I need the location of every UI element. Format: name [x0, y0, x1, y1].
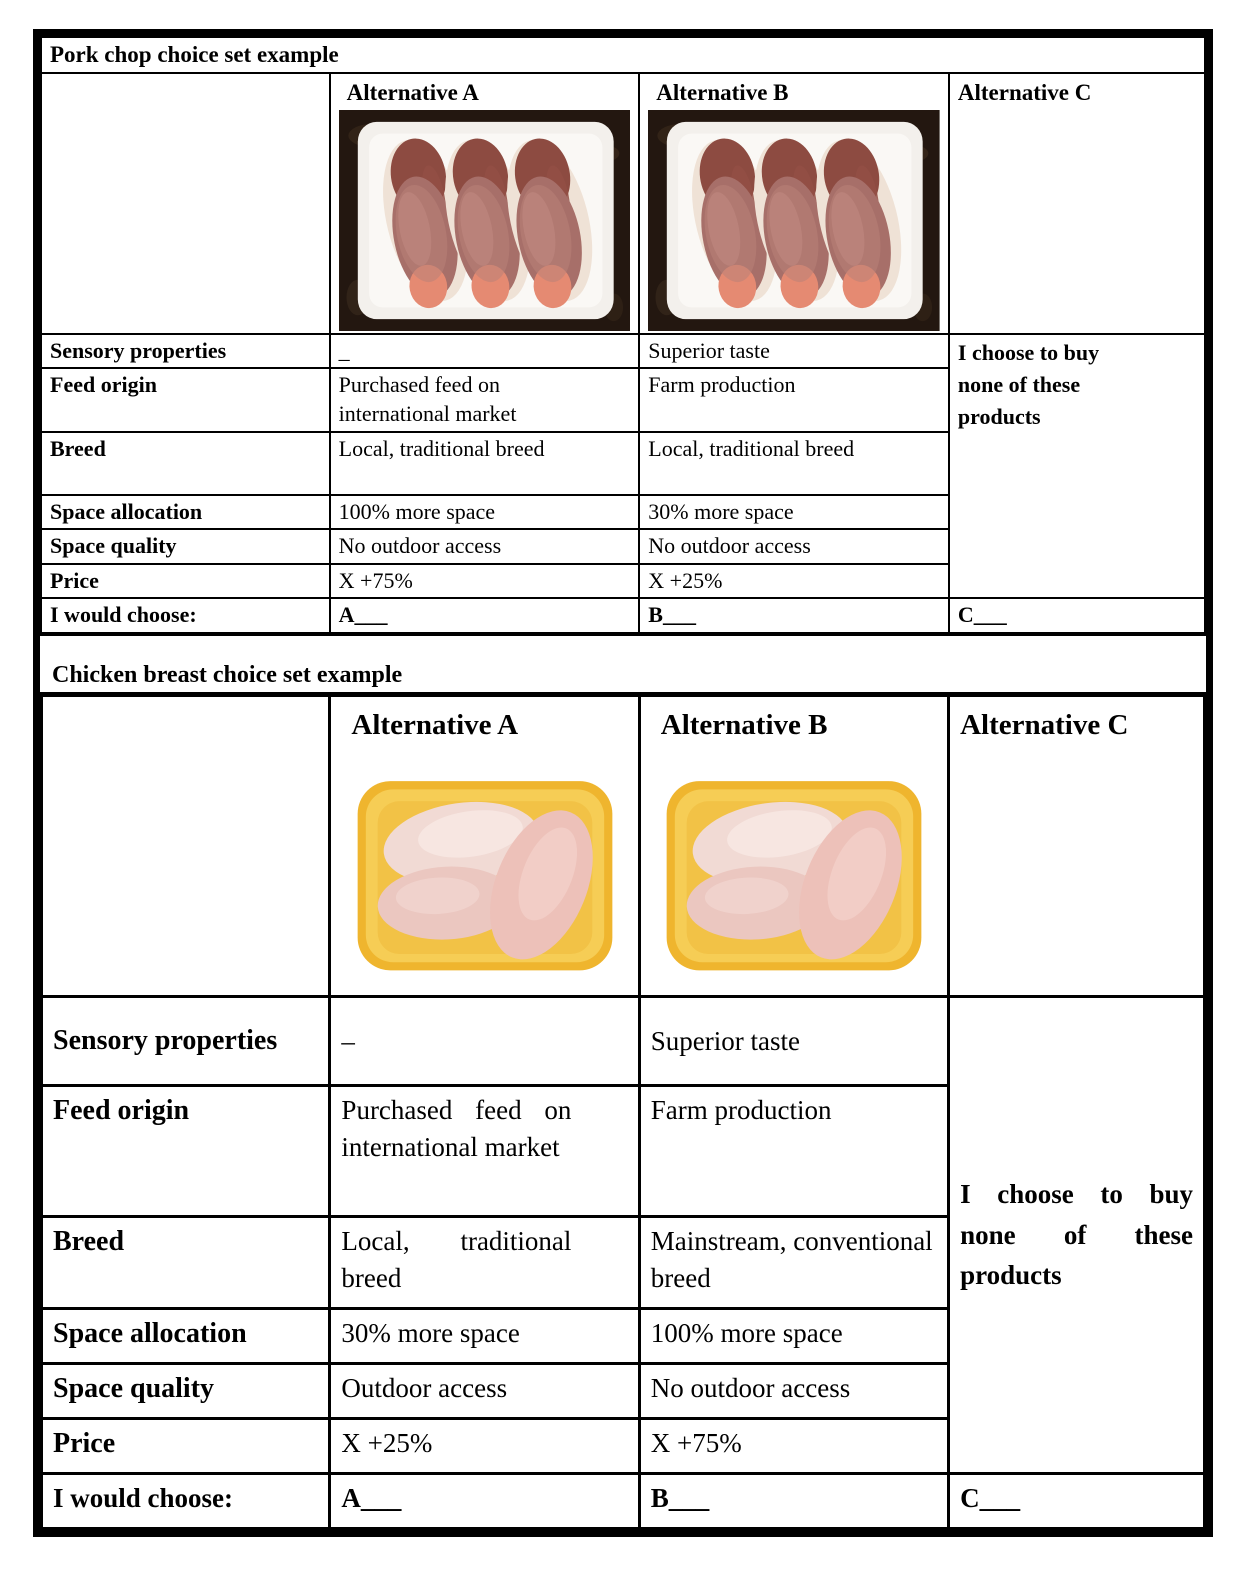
- table-row: [42, 997, 1205, 1086]
- chicken-header-row: [42, 695, 1205, 996]
- pork-none-option-cell: [949, 334, 1205, 599]
- pork-chops-photo-a: [339, 110, 631, 331]
- alt-b-value: Farm production: [639, 1086, 948, 1217]
- alt-a-value: Purchased feed on international market: [330, 368, 640, 431]
- pork-alt-c-header: Alternative C: [957, 79, 1092, 105]
- chicken-alt-b-header: Alternative B: [660, 708, 828, 741]
- alt-b-value: Superior taste: [639, 334, 949, 369]
- choose-row-label: I would choose:: [42, 1474, 330, 1529]
- chicken-alt-c-header-cell: [949, 695, 1205, 996]
- row-label: Breed: [41, 432, 330, 495]
- row-label: Feed origin: [42, 1086, 330, 1217]
- chicken-table-title: Chicken breast choice set example: [52, 661, 403, 688]
- alt-a-value: 100% more space: [330, 495, 640, 530]
- chicken-none-option-cell: [949, 997, 1205, 1474]
- alt-b-value: Mainstream, conventional breed: [639, 1217, 948, 1309]
- alt-a-value: X +25%: [330, 1419, 639, 1474]
- choose-row-label: I would choose:: [41, 598, 330, 633]
- chicken-choice-table: [40, 694, 1206, 1530]
- pork-table-title: Pork chop choice set example: [41, 37, 1205, 73]
- pork-chops-photo-b: [648, 110, 940, 331]
- pork-alt-a-header: Alternative A: [346, 79, 479, 105]
- row-label: Space allocation: [41, 495, 330, 530]
- alt-a-value: No outdoor access: [330, 529, 640, 564]
- row-label: Space quality: [41, 529, 330, 564]
- alt-b-value: No outdoor access: [639, 1364, 948, 1419]
- chicken-title-band: [40, 634, 1206, 694]
- alt-b-value: Local, traditional breed: [639, 432, 949, 495]
- row-label: Space quality: [42, 1364, 330, 1419]
- chicken-breast-photo-b: [663, 757, 925, 990]
- choose-c-blank: C___: [949, 598, 1205, 633]
- pork-attribute-header-empty-cell: [41, 73, 330, 334]
- alt-a-value: Local, traditional breed: [330, 1217, 639, 1309]
- alt-a-value: 30% more space: [330, 1309, 639, 1364]
- row-label: Space allocation: [42, 1309, 330, 1364]
- table-row: [41, 334, 1205, 369]
- alt-b-value: Farm production: [639, 368, 949, 431]
- alt-a-value: Outdoor access: [330, 1364, 639, 1419]
- pork-alt-a-header-cell: [330, 73, 640, 334]
- alt-b-value: X +75%: [639, 1419, 948, 1474]
- row-label: Breed: [42, 1217, 330, 1309]
- pork-alt-b-header: Alternative B: [656, 79, 789, 105]
- alt-b-value: 30% more space: [639, 495, 949, 530]
- choose-b-blank: B___: [639, 1474, 948, 1529]
- choose-b-blank: B___: [639, 598, 949, 633]
- choose-a-blank: A___: [330, 1474, 639, 1529]
- alt-b-value: Superior taste: [639, 997, 948, 1086]
- alt-b-value: No outdoor access: [639, 529, 949, 564]
- row-label: Price: [41, 564, 330, 599]
- row-label: Sensory properties: [42, 997, 330, 1086]
- chicken-attribute-header-empty-cell: [42, 695, 330, 996]
- chicken-breast-photo-a: [354, 757, 616, 990]
- chicken-choose-row: [42, 1474, 1205, 1529]
- choice-set-examples-frame: [33, 29, 1213, 1537]
- pork-alt-b-header-cell: [639, 73, 949, 334]
- row-label: Feed origin: [41, 368, 330, 431]
- alt-a-value: –: [330, 997, 639, 1086]
- pork-choose-row: [41, 598, 1205, 633]
- alt-a-value: X +75%: [330, 564, 640, 599]
- alt-a-value: _: [330, 334, 640, 369]
- choose-a-blank: A___: [330, 598, 640, 633]
- choose-c-blank: C___: [949, 1474, 1205, 1529]
- alt-a-value: Local, traditional breed: [330, 432, 640, 495]
- row-label: Price: [42, 1419, 330, 1474]
- pork-choice-table: [40, 36, 1206, 634]
- chicken-alt-c-header: Alternative C: [960, 708, 1129, 741]
- row-label: Sensory properties: [41, 334, 330, 369]
- pork-header-row: [41, 73, 1205, 334]
- alt-b-value: X +25%: [639, 564, 949, 599]
- pork-alt-c-header-cell: [949, 73, 1205, 334]
- chicken-alt-a-header-cell: [330, 695, 639, 996]
- chicken-alt-b-header-cell: [639, 695, 948, 996]
- pork-title-row: [41, 37, 1205, 73]
- chicken-alt-a-header: Alternative A: [351, 708, 519, 741]
- none-option-text: I choose to buy none of these products: [957, 339, 1100, 429]
- alt-b-value: 100% more space: [639, 1309, 948, 1364]
- alt-a-value: Purchased feed on international market: [330, 1086, 639, 1217]
- none-option-text: I choose to buy none of these products: [960, 1179, 1193, 1291]
